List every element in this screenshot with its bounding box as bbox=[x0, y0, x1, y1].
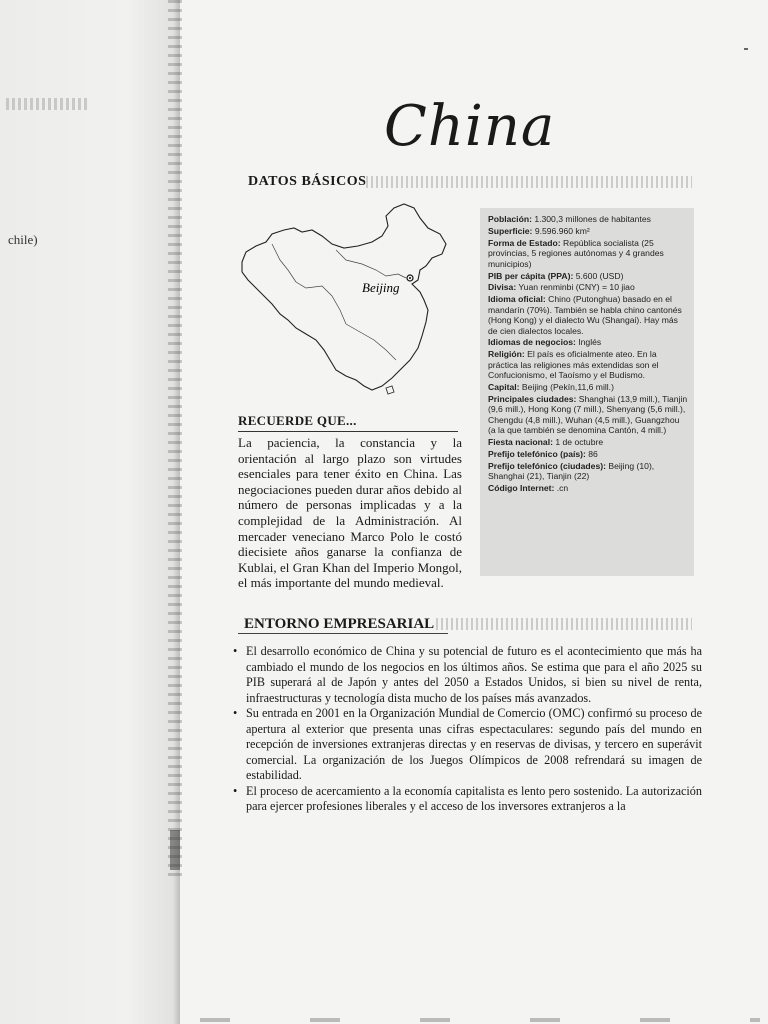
datos-basicos-heading: DATOS BÁSICOS bbox=[248, 174, 367, 189]
datos-heading-rule bbox=[366, 176, 692, 188]
scan-mark bbox=[744, 48, 748, 50]
fact-row: Religión: El país es oficialmente ateo. En la práctica las religiones más extendidas son el Confucionismo, el Taoísmo y el Budismo. bbox=[488, 349, 659, 381]
fact-row: Capital: Beijing (Pekín,11,6 mill.) bbox=[488, 382, 614, 393]
recuerde-box bbox=[238, 413, 462, 591]
scan-smudge bbox=[6, 98, 88, 110]
fact-row: Idiomas de negocios: Inglés bbox=[488, 337, 602, 348]
inner-border-south bbox=[346, 324, 396, 360]
inner-border-north bbox=[336, 250, 406, 278]
fact-row: Principales ciudades: Shanghai (13,9 mill.), Tianjin (9,6 mill.), Hong Kong (7 mill.), Shenyang (5,6 mill.), Chengdu (4,8 mill.), Wuhan (4,5 mill.), Guangzhou (a la que también se denomina Cantón, 4 mill.) bbox=[488, 394, 688, 436]
entorno-underline bbox=[238, 633, 448, 634]
margin-note: chile) bbox=[8, 232, 38, 247]
china-outline bbox=[242, 204, 446, 390]
book-spine-edge bbox=[168, 0, 182, 880]
fact-row: Divisa: Yuan renminbi (CNY) = 10 jiao bbox=[488, 282, 635, 293]
recuerde-text: La paciencia, la constancia y la orientación al largo plazo son virtudes esenciales para tener éxito en China. Las negociaciones pueden durar años debido al número de personas implicadas y a la complejidad de la Administración. Al mercader veneciano Marco Polo le costó diecisiete años ganarse la confianza de Kublai, el Gran Khan del Imperio Mongol, el más importante del mundo medieval. bbox=[238, 435, 462, 591]
list-item: • El proceso de acercamiento a la economía capitalista es lento pero sostenido. La autorización para ejercer profesiones liberales y el acceso de los inversores extranjeros a la bbox=[232, 784, 702, 815]
fact-row: Prefijo telefónico (país): 86 bbox=[488, 449, 598, 460]
page-title: China bbox=[384, 94, 556, 159]
inner-border-west bbox=[272, 244, 346, 324]
fact-row: Idioma oficial: Chino (Putonghua) basado en el mandarín (70%). También se habla chino cantonés (Hong Kong) y el dialecto Wu (Shangai). Hay más de cien dialectos locales. bbox=[488, 294, 682, 336]
fact-row: Prefijo telefónico (ciudades): Beijing (10), Shanghai (21), Tianjin (22) bbox=[488, 460, 655, 482]
scan-margin-shadow bbox=[0, 0, 180, 1024]
fact-row: Fiesta nacional: 1 de octubre bbox=[488, 437, 604, 448]
fact-row: PIB per cápita (PPA): 5.600 (USD) bbox=[488, 270, 624, 281]
book-spine-mark bbox=[170, 830, 180, 870]
entorno-heading: ENTORNO EMPRESARIAL bbox=[244, 616, 435, 632]
hainan-island bbox=[386, 386, 394, 394]
fact-row: Población: 1.300,3 millones de habitantes bbox=[488, 214, 651, 224]
list-item: • El desarrollo económico de China y su potencial de futuro es el acontecimiento que más ha cambiado el mundo de los negocios en los últimos años. Se estima que para el año 2025 su PIB superará al de Japón y antes del 2050 a Estados Unidos, si bien su nivel de renta, infraestructuras y tecnología dista mucho de los países más avanzados. bbox=[232, 644, 702, 706]
entorno-heading-rule bbox=[436, 618, 692, 630]
facts-panel bbox=[480, 208, 694, 576]
entorno-list bbox=[232, 644, 702, 815]
recuerde-heading: RECUERDE QUE... bbox=[238, 413, 458, 432]
list-item: • Su entrada en 2001 en la Organización Mundial de Comercio (OMC) confirmó su proceso de apertura al exterior que presenta unas cifras espectaculares: segundo país del mundo en recepción de inversiones extranjeras directas y en reservas de divisas, y tercero en superávit comercial. La organización de los Juegos Olímpicos de 2008 refrendará su imagen de estabilidad. bbox=[232, 706, 702, 784]
fact-row: Superficie: 9.596.960 km² bbox=[488, 225, 590, 236]
beijing-label: Beijing bbox=[362, 280, 400, 295]
fact-row: Forma de Estado: República socialista (25 provincias, 5 regiones autónomas y 4 grandes municipios) bbox=[488, 237, 664, 269]
scan-bottom-edge bbox=[200, 1018, 760, 1022]
fact-row: Código Internet: .cn bbox=[488, 483, 569, 494]
china-map bbox=[236, 200, 462, 396]
